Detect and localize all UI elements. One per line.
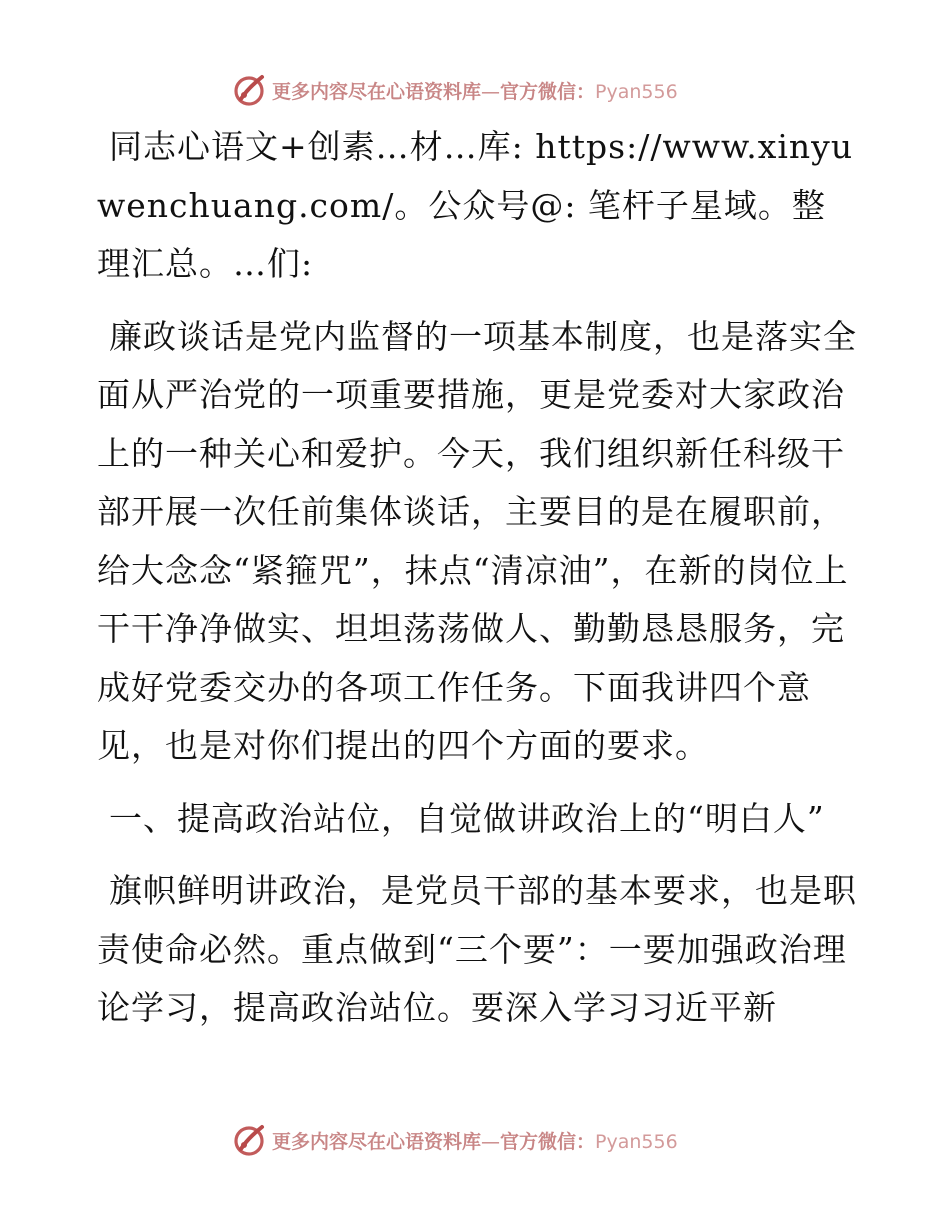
header-watermark xyxy=(232,70,712,110)
footer-watermark xyxy=(232,1120,712,1160)
section-heading-1-text: 一、提高政治站位，自觉做讲政治上的“明白人” xyxy=(109,798,825,838)
watermark-main: 更多内容尽在心语资料库 xyxy=(272,1130,482,1153)
watermark-dash: — xyxy=(481,1130,501,1153)
watermark-wechat-id: Pyan556 xyxy=(595,80,678,103)
paragraph-intro xyxy=(97,118,857,294)
watermark-dash: — xyxy=(481,80,501,103)
paragraph-opening xyxy=(97,308,857,776)
brush-logo-icon xyxy=(232,73,266,107)
brush-logo-icon xyxy=(232,1123,266,1157)
document-body xyxy=(97,118,857,1052)
watermark-main: 更多内容尽在心语资料库 xyxy=(272,80,482,103)
section-heading-1 xyxy=(97,790,857,849)
paragraph-intro-text: 同志心语文+创素…材…库: https://www.xinyuwenchuang.com/。公众号@: 笔杆子星域。整理汇总。…们: xyxy=(97,127,854,283)
watermark-wechat-id: Pyan556 xyxy=(595,1130,678,1153)
paragraph-section-1-text: 旗帜鲜明讲政治，是党员干部的基本要求，也是职责使命必然。重点做到“三个要”：一要加强政治理论学习，提高政治站位。要深入学习习近平新 xyxy=(97,871,857,1027)
watermark-official: 官方微信： xyxy=(500,80,596,103)
watermark-official: 官方微信： xyxy=(500,1130,596,1153)
watermark-text xyxy=(272,77,678,104)
watermark-text xyxy=(272,1127,678,1154)
paragraph-opening-text: 廉政谈话是党内监督的一项基本制度，也是落实全面从严治党的一项重要措施，更是党委对大家政治上的一种关心和爱护。今天，我们组织新任科级干部开展一次任前集体谈话，主要目的是在履职前，给大念念“紧箍咒”，抹点“清凉油”，在新的岗位上干干净净做实、坦坦荡荡做人、勤勤恳恳服务，完成好党委交办的各项工作任务。下面我讲四个意见，也是对你们提出的四个方面的要求。 xyxy=(97,316,857,765)
paragraph-section-1 xyxy=(97,862,857,1038)
